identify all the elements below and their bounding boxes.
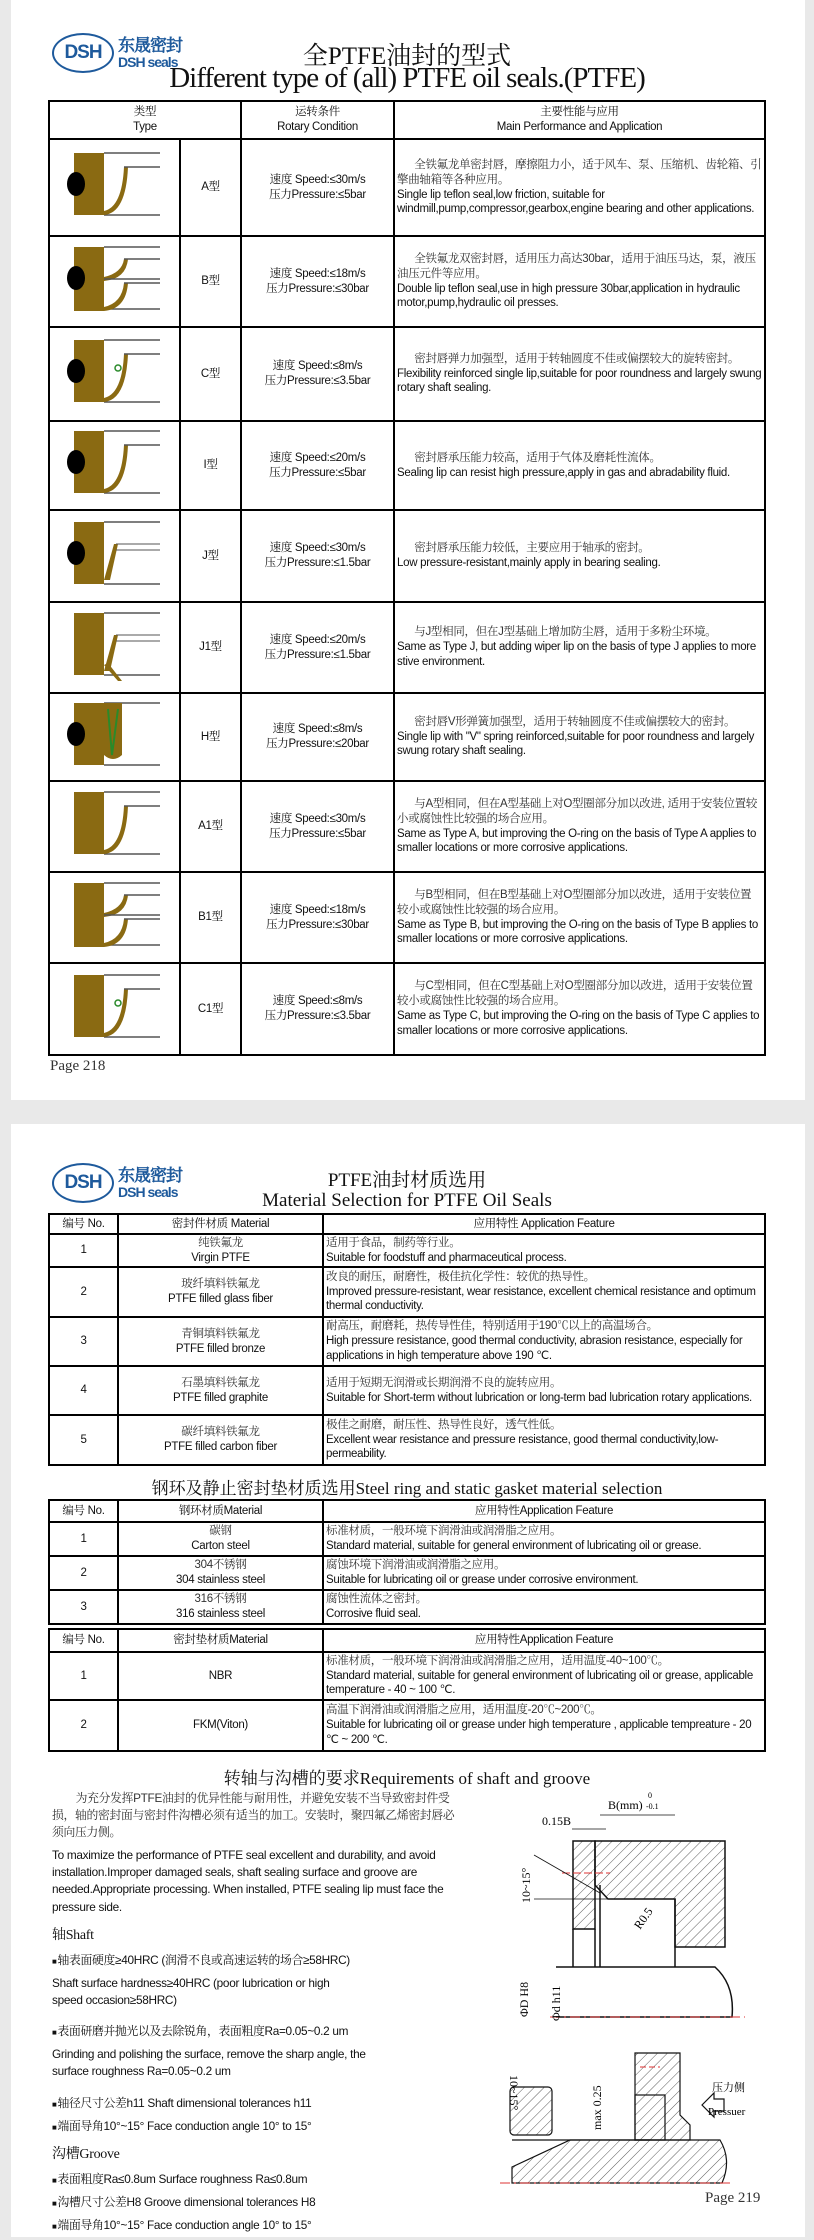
material-en: 316 stainless steel: [176, 1608, 265, 1620]
row-number: 5: [49, 1415, 118, 1465]
feature-cn: 腐蚀性流体之密封。: [326, 1593, 427, 1606]
groove-angle: ■ 端面导角10°~15° Face conduction angle 10° to 15°: [52, 2217, 462, 2234]
logo-cn: 东晟密封: [118, 1165, 182, 1185]
material-en: PTFE filled glass fiber: [168, 1293, 273, 1305]
row-number: 2: [49, 1556, 118, 1590]
header-no: 编号 No.: [49, 1214, 118, 1234]
row-number: 4: [49, 1366, 118, 1415]
speed: 速度 Speed:≤30m/s: [269, 542, 366, 555]
seal-type-row: [49, 421, 765, 510]
rotary-condition: [241, 139, 394, 236]
steel-ring-table: [48, 1499, 766, 1625]
type-label: B1型: [180, 872, 241, 963]
table-row: [49, 1652, 765, 1700]
chamfer-width-label: 0.15B: [542, 1814, 572, 1828]
material-en: Carton steel: [191, 1540, 250, 1552]
feature-en: Suitable for Short-term without lubrication or long-term bad lubrication rotary applications.: [326, 1391, 752, 1404]
table-row: [49, 1522, 765, 1556]
performance: [394, 602, 765, 693]
table-row: [49, 1556, 765, 1590]
seal-type-b-icon: [49, 236, 180, 327]
performance-cn: 与B型相同，但在B型基础上对O型圈部分加以改进，适用于安装位置较小或腐蚀性比较强的场合应用。: [397, 888, 752, 916]
material-cn: 碳钢: [209, 1525, 232, 1538]
shaft-hardness-cn: ■ 轴表面硬度≥40HRC (润滑不良或高速运转的场合≥58HRC): [52, 1952, 462, 1969]
row-number: 2: [49, 1700, 118, 1751]
angle-label-upper: 10~15°: [519, 1867, 533, 1903]
feature-cn: 标准材质，一般环境下润滑油或润滑脂之应用，适用温度-40~100℃。: [326, 1654, 669, 1667]
table-row: [49, 1317, 765, 1366]
performance-cn: 密封唇承压能力较低，主要应用于轴承的密封。: [414, 542, 650, 555]
feature-en: Improved pressure-resistant, wear resistance, excellent chemical resistance and optimum thermal conductivity.: [326, 1285, 756, 1313]
page2-title-en: Material Selection for PTFE Oil Seals: [262, 1190, 552, 1211]
material: [118, 1267, 323, 1317]
material-cn: 碳纤填料铁氟龙: [181, 1426, 260, 1439]
speed: 速度 Speed:≤20m/s: [269, 451, 366, 464]
feature-en: Suitable for lubricating oil or grease under corrosive environment.: [326, 1574, 639, 1586]
material: [118, 1700, 323, 1751]
feature: [323, 1652, 765, 1700]
performance-en: Single lip teflon seal,low friction, suitable for windmill,pump,compressor,gearbox,engine bearing and other applications.: [397, 188, 755, 216]
gasket-table: [48, 1628, 766, 1752]
seal-type-h-icon: [49, 693, 180, 781]
type-label: I型: [180, 421, 241, 510]
seal-type-row: [49, 602, 765, 693]
type-label: H型: [180, 693, 241, 781]
max-gap-label: max 0.25: [590, 2085, 604, 2130]
seal-type-row: [49, 781, 765, 872]
type-label: A1型: [180, 781, 241, 872]
performance-en: Sealing lip can resist high pressure,apply in gas and abradability fluid.: [397, 466, 730, 479]
header-material: 密封件材质 Material: [118, 1214, 323, 1234]
type-label: A型: [180, 139, 241, 236]
pressure: 压力Pressure:≤5bar: [269, 827, 366, 840]
rotary-condition: [241, 236, 394, 327]
performance-en: Same as Type A, but improving the O-ring on the basis of Type A applies to smaller locations or more corrosive applications.: [397, 827, 757, 855]
steel-heading: 钢环及静止密封垫材质选用Steel ring and static gasket material selection: [151, 1479, 663, 1498]
header-no: 编号 No.: [49, 1500, 118, 1522]
seal-type-row: [49, 139, 765, 236]
seal-types-table: [48, 100, 766, 1056]
performance-cn: 全铁氟龙单密封唇，摩擦阻力小，适于风车、泵、压缩机、齿轮箱、引擎曲轴箱等各种应用。: [397, 158, 762, 186]
shaft-roughness-en: Grinding and polishing the surface, remove the sharp angle, the surface roughness Ra=0.05~0.2 um: [52, 2047, 366, 2079]
speed: 速度 Speed:≤30m/s: [269, 812, 366, 825]
speed: 速度 Speed:≤20m/s: [269, 633, 366, 646]
performance: [394, 872, 765, 963]
feature-cn: 耐高压，耐磨耗，热传导性佳，特别适用于190℃以上的高温场合。: [326, 1320, 658, 1333]
material-en: 304 stainless steel: [176, 1574, 265, 1586]
seal-type-row: [49, 963, 765, 1055]
pressure: 压力Pressure:≤30bar: [266, 918, 369, 931]
feature: [323, 1415, 765, 1465]
header-feature: 应用特性Application Feature: [323, 1629, 765, 1652]
material-cn: 304不锈钢: [194, 1559, 247, 1572]
logo-en: DSH seals: [118, 1183, 178, 1200]
material-en: PTFE filled carbon fiber: [164, 1441, 277, 1453]
performance-en: Same as Type C, but improving the O-ring on the basis of Type C applies to smaller locations or more corrosive applications.: [397, 1010, 760, 1037]
type-label: C型: [180, 327, 241, 421]
table-row: [49, 1267, 765, 1317]
material-en: PTFE filled graphite: [173, 1391, 268, 1404]
performance-en: Low pressure-resistant,mainly apply in bearing sealing.: [397, 557, 661, 569]
seal-type-row: [49, 510, 765, 602]
angle-label-lower: 10~15°: [507, 2075, 521, 2111]
header-material: 密封垫材质Material: [118, 1629, 323, 1652]
feature: [323, 1556, 765, 1590]
performance: [394, 693, 765, 781]
seal-type-row: [49, 327, 765, 421]
shaft-tolerance: ■ 轴径尺寸公差h11 Shaft dimensional tolerances h11: [52, 2095, 462, 2112]
performance: [394, 421, 765, 510]
material-name: NBR: [208, 1669, 233, 1682]
intro-cn: 为充分发挥PTFE油封的优异性能与耐用性，并避免安装不当导致密封件受损，轴的密封面与密封件沟槽必须有适当的加工。安装时，聚四氟乙烯密封唇必须向压力侧。: [52, 1791, 455, 1840]
rotary-condition: [241, 781, 394, 872]
shaft-groove-diagram: [470, 1785, 770, 2205]
shaft-angle: ■ 端面导角10°~15° Face conduction angle 10° to 15°: [52, 2118, 462, 2135]
shaft-roughness-cn: ■ 表面研磨并抛光以及去除锐角，表面粗度Ra=0.05~0.2 um: [52, 2023, 462, 2040]
performance-en: Flexibility reinforced single lip,suitable for poor roundness and largely swung rotary shaft sealing.: [397, 367, 762, 395]
row-number: 1: [49, 1522, 118, 1556]
performance-en: Same as Type B, but improving the O-ring on the basis of Type B applies to smaller locations or more corrosive applications.: [397, 918, 758, 946]
performance-en: Same as Type J, but adding wiper lip on the basis of type J applies to more stive environment.: [397, 641, 756, 668]
logo-cn: 东晟密封: [118, 35, 182, 55]
rotary-condition: [241, 510, 394, 602]
header-feature: 应用特性Application Feature: [323, 1500, 765, 1522]
requirements-heading: 转轴与沟槽的要求Requirements of shaft and groove: [223, 1769, 591, 1788]
logo-en: DSH seals: [118, 53, 178, 70]
feature-en: Excellent wear resistance and pressure resistance, good thermal conductivity,low-permeability.: [326, 1433, 719, 1461]
rotary-condition: [241, 693, 394, 781]
header-performance: 主要性能与应用 Main Performance and Application: [394, 101, 765, 139]
feature: [323, 1700, 765, 1751]
requirements-text: [52, 1790, 462, 2240]
feature-cn: 标准材质，一般环境下润滑油或润滑脂之应用。: [326, 1525, 562, 1538]
pressure-side-cn: 压力侧: [712, 2082, 745, 2094]
material-en: Virgin PTFE: [191, 1251, 250, 1264]
b-dimension-label: B(mm): [608, 1798, 643, 1812]
type-label: C1型: [180, 963, 241, 1055]
logo-mark: DSH: [52, 33, 114, 73]
rotary-condition: [241, 327, 394, 421]
type-label: B型: [180, 236, 241, 327]
feature-en: Standard material, suitable for general environment of lubricating oil or grease.: [326, 1540, 702, 1552]
lower-drawing: [500, 2053, 730, 2183]
pressure: 压力Pressure:≤30bar: [266, 282, 369, 295]
feature: [323, 1590, 765, 1624]
seal-type-j1-icon: [49, 602, 180, 693]
material: [118, 1556, 323, 1590]
performance-cn: 密封唇V形弹簧加强型，适用于转轴圆度不佳或偏摆较大的密封。: [414, 715, 736, 728]
feature: [323, 1366, 765, 1415]
performance: [394, 510, 765, 602]
header-condition: 运转条件 Rotary Condition: [241, 101, 394, 139]
seal-type-row: [49, 693, 765, 781]
speed: 速度 Speed:≤8m/s: [272, 723, 363, 736]
material: [118, 1522, 323, 1556]
material-cn: 石墨填料铁氟龙: [181, 1376, 260, 1389]
table-row: [49, 1234, 765, 1267]
feature: [323, 1234, 765, 1267]
page-number: Page 219: [705, 2190, 761, 2206]
material: [118, 1317, 323, 1366]
feature: [323, 1522, 765, 1556]
rotary-condition: [241, 602, 394, 693]
page2-title-cn: PTFE油封材质选用: [327, 1170, 487, 1191]
seal-type-b1-icon: [49, 872, 180, 963]
feature-cn: 改良的耐压，耐磨性，极佳抗化学性：较优的热导性。: [326, 1270, 595, 1283]
type-label: J型: [180, 510, 241, 602]
table-row: [49, 1366, 765, 1415]
groove-tolerance: ■ 沟槽尺寸公差H8 Groove dimensional tolerances H8: [52, 2194, 462, 2211]
seal-type-c1-icon: [49, 963, 180, 1055]
b-tolerance-upper: 0: [648, 1791, 652, 1800]
performance: [394, 963, 765, 1055]
page-number: Page 218: [50, 1058, 106, 1074]
seal-type-i-icon: [49, 421, 180, 510]
performance-cn: 全铁氟龙双密封唇，适用压力高达30bar，适用于油压马达，泵，液压油压元件等应用。: [397, 252, 756, 280]
header-type: 类型 Type: [49, 101, 241, 139]
pressure: 压力Pressure:≤3.5bar: [264, 375, 371, 387]
row-number: 3: [49, 1317, 118, 1366]
feature: [323, 1267, 765, 1317]
shaft-label: Φd h11: [549, 1985, 563, 2021]
performance-cn: 与A型相同，但在A型基础上对O型圈部分加以改进, 适用于安装位置较小或腐蚀性比较强的场合应用。: [397, 797, 758, 825]
row-number: 1: [49, 1234, 118, 1267]
performance-cn: 密封唇承压能力较高，适用于气体及磨耗性流体。: [414, 451, 661, 464]
type-label: J1型: [180, 602, 241, 693]
feature: [323, 1317, 765, 1366]
rotary-condition: [241, 872, 394, 963]
groove-roughness: ■ 表面粗度Ra≤0.8um Surface roughness Ra≤0.8um: [52, 2171, 462, 2188]
pressure: 压力Pressure:≤1.5bar: [264, 557, 371, 569]
performance: [394, 139, 765, 236]
material-en: PTFE filled bronze: [175, 1342, 266, 1355]
feature-cn: 腐蚀环境下润滑油或润滑脂之应用。: [326, 1559, 506, 1572]
row-number: 1: [49, 1652, 118, 1700]
row-number: 2: [49, 1267, 118, 1317]
material: [118, 1366, 323, 1415]
material-cn: 316不锈钢: [194, 1593, 247, 1606]
rotary-condition: [241, 963, 394, 1055]
groove-heading: 沟槽Groove: [52, 2146, 120, 2162]
feature-en: Suitable for lubricating oil or grease under high temperature , applicable tempreature - 20 ℃ ~ 200 ℃.: [326, 1719, 752, 1746]
material-table: [48, 1213, 766, 1466]
feature-cn: 适用于短期无润滑或长期润滑不良的旋转应用。: [326, 1376, 562, 1389]
material-cn: 纯铁氟龙: [198, 1236, 243, 1249]
row-number: 3: [49, 1590, 118, 1624]
pressure: 压力Pressure:≤20bar: [266, 738, 369, 750]
pressure-side-en: Pressuer: [708, 2106, 746, 2118]
speed: 速度 Speed:≤30m/s: [269, 173, 366, 186]
b-tolerance-lower: -0.1: [646, 1802, 659, 1811]
material-cn: 青铜填料铁氟龙: [181, 1327, 260, 1340]
seal-type-row: [49, 872, 765, 963]
performance: [394, 781, 765, 872]
performance-en: Double lip teflon seal,use in high pressure 30bar,application in hydraulic motor,pump,hydraulic oil presses.: [397, 282, 740, 310]
seal-type-a1-icon: [49, 781, 180, 872]
page1-title-cn: 全PTFE油封的型式: [302, 43, 512, 70]
seal-type-c-icon: [49, 327, 180, 421]
shaft-heading: 轴Shaft: [52, 1927, 94, 1943]
shaft-hardness-en: Shaft surface hardness≥40HRC (poor lubrication or high speed occasion≥58HRC): [52, 1976, 330, 2008]
performance-cn: 密封唇弹力加强型，适用于转轴圆度不佳或偏摆较大的旋转密封。: [414, 352, 740, 365]
seal-type-row: [49, 236, 765, 327]
page1-title-en: Different type of (all) PTFE oil seals.(PTFE): [169, 62, 645, 94]
seal-type-a-icon: [49, 139, 180, 236]
speed: 速度 Speed:≤8m/s: [272, 995, 363, 1008]
material: [118, 1234, 323, 1267]
header-material: 钢环材质Material: [118, 1500, 323, 1522]
performance-cn: 与C型相同，但在C型基础上对O型圈部分加以改进，适用于安装位置较小或腐蚀性比较强的场合应用。: [397, 980, 753, 1008]
pressure: 压力Pressure:≤1.5bar: [264, 648, 371, 661]
logo-mark: DSH: [52, 1163, 114, 1203]
material: [118, 1415, 323, 1465]
pressure: 压力Pressure:≤3.5bar: [264, 1010, 371, 1022]
material: [118, 1590, 323, 1624]
feature-cn: 适用于食品，制药等行业。: [326, 1236, 461, 1249]
header-feature: 应用特性 Application Feature: [323, 1214, 765, 1234]
performance-cn: 与J型相同，但在J型基础上增加防尘唇，适用于多粉尘环境。: [414, 626, 717, 639]
rotary-condition: [241, 421, 394, 510]
material: [118, 1652, 323, 1700]
pressure: 压力Pressure:≤5bar: [269, 466, 366, 479]
feature-cn: 高温下润滑油或润滑脂之应用，适用温度-20℃~200℃。: [326, 1704, 602, 1717]
table-row: [49, 1700, 765, 1751]
speed: 速度 Speed:≤18m/s: [269, 903, 366, 916]
feature-en: Suitable for foodstuff and pharmaceutical process.: [326, 1251, 567, 1264]
header-no: 编号 No.: [49, 1629, 118, 1652]
feature-en: Standard material, suitable for general environment of lubricating oil or grease, applicable temperature - 40 ~ 100 ℃.: [326, 1669, 753, 1697]
performance: [394, 327, 765, 421]
pressure: 压力Pressure:≤5bar: [269, 188, 366, 201]
intro-en: To maximize the performance of PTFE seal excellent and durability, and avoid installation.Improper damaged seals, shaft sealing surface and groove are needed.Appropriate processing. When installed, PTFE sealing lip must face the pressure side.: [52, 1848, 444, 1914]
feature-cn: 极佳之耐磨，耐压性、热导性良好，透气性低。: [326, 1418, 562, 1431]
material-cn: 玻纤填料铁氟龙: [181, 1278, 260, 1291]
feature-en: High pressure resistance, good thermal conductivity, abrasion resistance, especially for applications in high temperature above 190 ℃.: [326, 1335, 743, 1362]
speed: 速度 Speed:≤18m/s: [269, 267, 366, 280]
performance: [394, 236, 765, 327]
feature-en: Corrosive fluid seal.: [326, 1608, 421, 1620]
material-name: FKM(Viton): [193, 1719, 248, 1732]
speed: 速度 Speed:≤8m/s: [272, 360, 363, 373]
seal-type-j-icon: [49, 510, 180, 602]
radius-label: R0.5: [630, 1904, 656, 1932]
table-row: [49, 1590, 765, 1624]
bore-label: ΦD H8: [517, 1981, 531, 2017]
performance-en: Single lip with "V" spring reinforced,suitable for poor roundness and largely swung rotary shaft sealing.: [397, 730, 755, 758]
table-row: [49, 1415, 765, 1465]
